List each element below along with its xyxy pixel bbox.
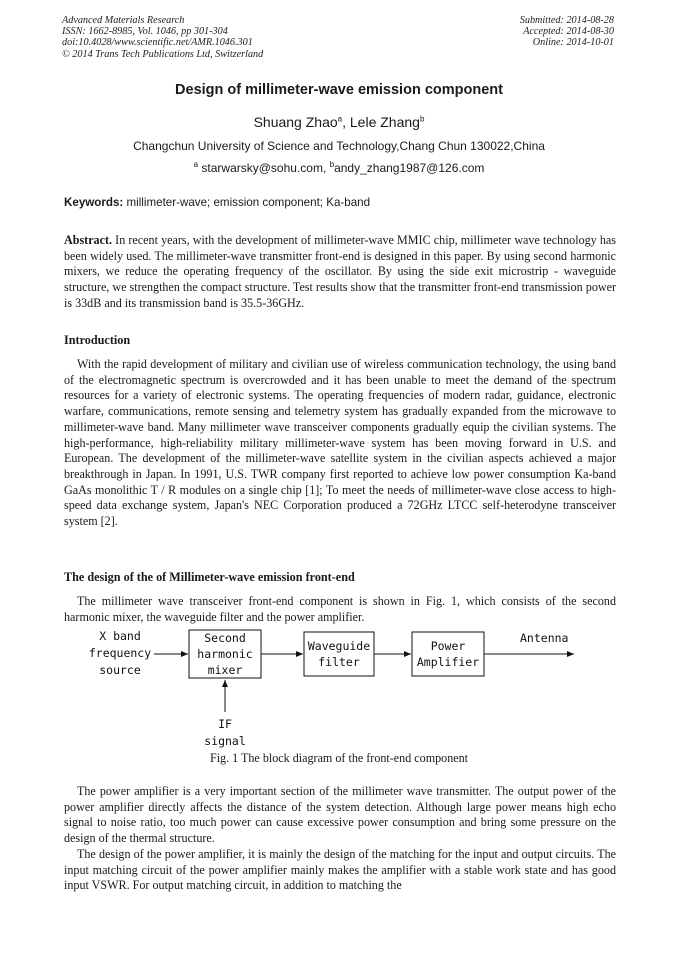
design-heading: The design of the of Millimeter-wave emission front-end [64, 570, 355, 584]
block-diagram [64, 624, 616, 754]
mixer-label-1: Second [204, 631, 246, 645]
keywords-label: Keywords: [64, 196, 124, 209]
keywords [64, 196, 616, 209]
figure-caption: Fig. 1 The block diagram of the front-end component [209, 751, 469, 765]
author-1-sup: a [337, 114, 343, 124]
design-paragraph-2: The design of the power amplifier, it is mainly the design of the matching for the input and output circuits. The input matching circuit of the power amplifier mainly makes the amplifier with a stable work state and has good input VSWR. For output matching circuit, in addition to matching the [64, 847, 616, 893]
paper-title: Design of millimeter-wave emission component [175, 82, 503, 98]
design-intro: The millimeter wave transceiver front-end component is shown in Fig. 1, which consists of the second harmonic mixer, the waveguide filter and the power amplifier. [64, 594, 616, 624]
amp-label-2: Amplifier [416, 655, 480, 669]
if-label-2: signal [204, 734, 246, 748]
introduction-heading: Introduction [64, 333, 131, 347]
submitted-date: Submitted: 2014-08-28 [519, 15, 614, 26]
abstract-label: Abstract. [64, 233, 113, 247]
keywords-text: millimeter-wave; emission component; Ka-band [123, 196, 371, 209]
author-1: Shuang Zhao [253, 114, 338, 130]
introduction-text: With the rapid development of military and civilian use of wireless communication technology, the using band of the electromagnetic spectrum is overcrowded and it has been unable to meet the demand of the spectrum resources for a variety of electronic systems. The operating frequencies of modern radar, guidance, electronic warfare, communications, remote sensing and telemetry system has gradually expanded from the microwave to millimeter-wave band. Many millimeter wave transceiver components gradually equip the civilian systems. The high-performance, high-reliability military millimeter-wave system has been moving forward in U.S. and European. The development of the millimeter-wave satellite system in the civilian aspects achieved a major breakthrough in Japan. In 1991, U.S. TWR company first reported to achieve low power consumption Ka-band GaAs monolithic T / R modules on a single chip [1]; To meet the needs of millimeter-wave close access to high-speed data exchange system, Japan's NEC Corporation produced a 72GHz LTCC self-heterodyne transceiver system [2]. [64, 357, 616, 529]
antenna-label: Antenna [520, 631, 569, 645]
emails [0, 161, 678, 175]
copyright: © 2014 Trans Tech Publications Ltd, Switzerland [62, 48, 264, 60]
filter-label-1: Waveguide [307, 639, 371, 653]
abstract [64, 233, 616, 312]
amp-label-1: Power [430, 639, 466, 653]
design-paragraph-1: The power amplifier is a very important section of the millimeter wave transmitter. The output power of the power amplifier directly affects the distance of the system detection. Although large power means high echo signal to noise ratio, too much power can cause excessive power consumption and bring some pressure on the design of the thermal structure. [64, 784, 616, 846]
author-separator: , [342, 114, 350, 130]
doi: doi:10.4028/www.scientific.net/AMR.1046.301 [62, 37, 253, 49]
email-b: andy_zhang1987@126.com [334, 161, 485, 175]
email-b-sup: b [329, 160, 335, 169]
affiliation: Changchun University of Science and Technology,Chang Chun 130022,China [133, 139, 545, 153]
source-label-3: source [99, 663, 141, 677]
source-label-2: frequency [88, 646, 152, 660]
issn: ISSN: 1662-8985, Vol. 1046, pp 301-304 [62, 26, 228, 38]
filter-label-2: filter [318, 655, 360, 669]
abstract-text: In recent years, with the development of millimeter-wave MMIC chip, millimeter wave technology has been widely used. The millimeter-wave transmitter front-end is designed in this paper. By using second harmonic mixers, we reduce the operating frequency of the oscillator. By using the side exit microstrip - waveguide structure, we strengthen the compact structure. Test results show that the transmitter front-end transmission power is 33dB and its transmission band is 35.5-36GHz. [64, 233, 616, 310]
journal-header [62, 15, 263, 60]
mixer-label-2: harmonic [197, 647, 253, 661]
journal-name: Advanced Materials Research [62, 15, 185, 26]
mixer-label-3: mixer [207, 663, 243, 677]
author-2: Lele Zhang [349, 114, 420, 130]
author-2-sup: b [419, 114, 425, 124]
source-label-1: X band [99, 629, 141, 643]
accepted-date: Accepted: 2014-08-30 [523, 26, 614, 38]
dates-header [520, 15, 614, 49]
email-a: starwarsky@sohu.com, [198, 161, 330, 175]
email-a-sup: a [193, 160, 199, 169]
authors [0, 114, 678, 130]
if-label-1: IF [218, 717, 232, 731]
online-date: Online: 2014-10-01 [532, 37, 614, 49]
